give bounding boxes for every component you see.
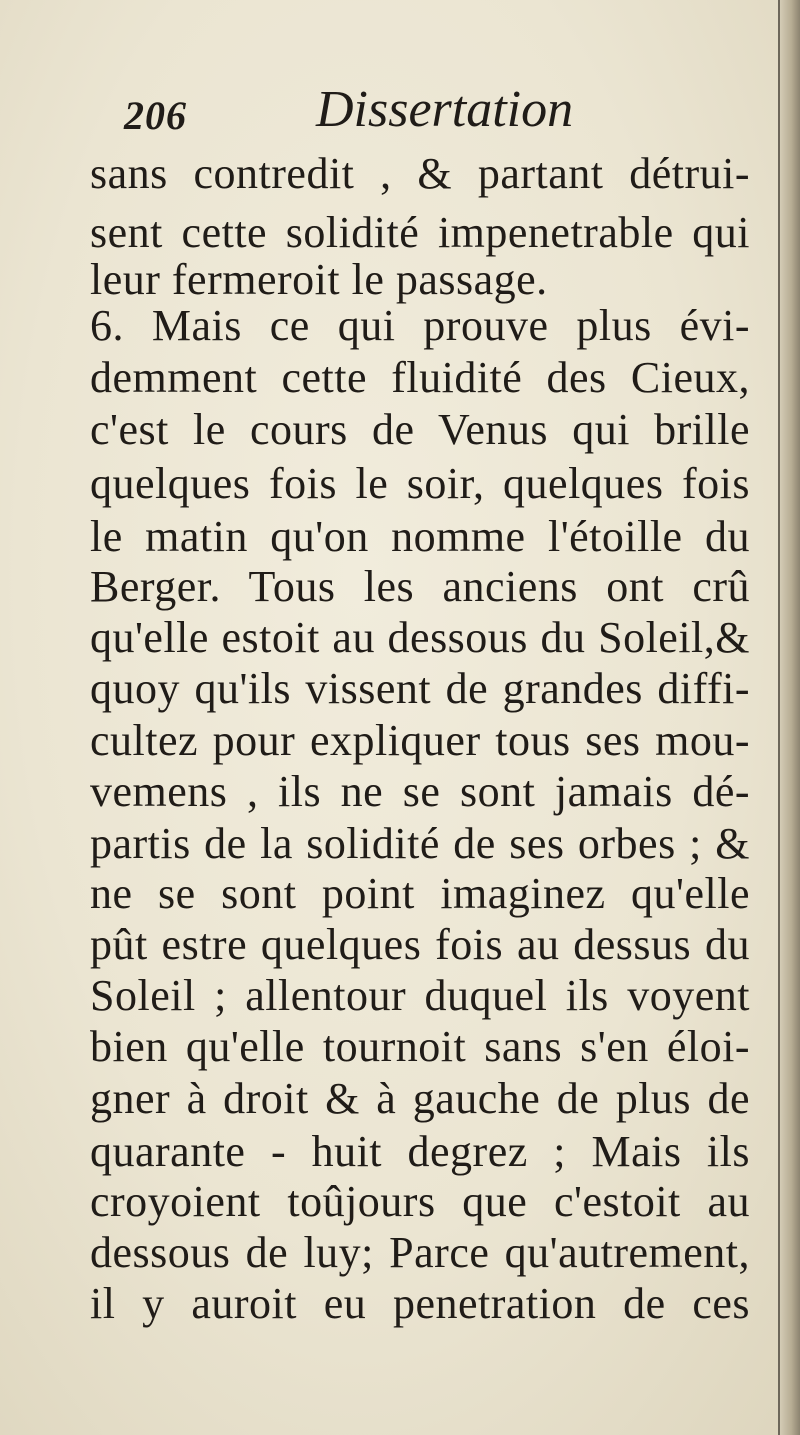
text-line-4: 6. Mais ce qui prouve plus évi- bbox=[90, 301, 750, 350]
text-line-19: gner à droit & à gauche de plus de bbox=[90, 1074, 750, 1123]
text-line-23: il y auroit eu penetration de ces bbox=[90, 1279, 750, 1328]
text-line-20: quarante - huit degrez ; Mais ils bbox=[90, 1127, 750, 1176]
text-line-1: sans contredit , & partant détrui- bbox=[90, 149, 750, 198]
text-line-3: leur fermeroit le passage. bbox=[90, 255, 548, 304]
text-line-10: qu'elle estoit au dessous du Soleil,& bbox=[90, 613, 750, 662]
text-line-21: croyoient toûjours que c'estoit au bbox=[90, 1177, 750, 1226]
text-line-7: quelques fois le soir, quelques fois bbox=[90, 459, 750, 508]
text-line-9: Berger. Tous les anciens ont crû bbox=[90, 562, 750, 611]
page-edge-rule bbox=[778, 0, 780, 1435]
text-line-8: le matin qu'on nomme l'étoille du bbox=[90, 512, 750, 561]
text-line-14: partis de la solidité de ses orbes ; & bbox=[90, 819, 750, 868]
text-line-17: Soleil ; allentour duquel ils voyent bbox=[90, 971, 750, 1020]
text-line-18: bien qu'elle tournoit sans s'en éloi- bbox=[90, 1022, 750, 1071]
text-line-11: quoy qu'ils vissent de grandes diffi- bbox=[90, 664, 750, 713]
text-line-13: vemens , ils ne se sont jamais dé- bbox=[90, 767, 750, 816]
text-line-6: c'est le cours de Venus qui brille bbox=[90, 405, 750, 454]
text-line-12: cultez pour expliquer tous ses mou- bbox=[90, 716, 750, 765]
text-line-15: ne se sont point imaginez qu'elle bbox=[90, 869, 750, 918]
text-line-5: demment cette fluidité des Cieux, bbox=[90, 353, 750, 402]
text-line-16: pût estre quelques fois au dessus du bbox=[90, 920, 750, 969]
page-edge-shadow bbox=[778, 0, 800, 1435]
running-title: Dissertation bbox=[316, 81, 574, 138]
text-line-2: sent cette solidité impenetrable qui bbox=[90, 208, 750, 257]
page-number: 206 bbox=[124, 93, 187, 138]
text-line-22: dessous de luy; Parce qu'autrement, bbox=[90, 1228, 750, 1277]
